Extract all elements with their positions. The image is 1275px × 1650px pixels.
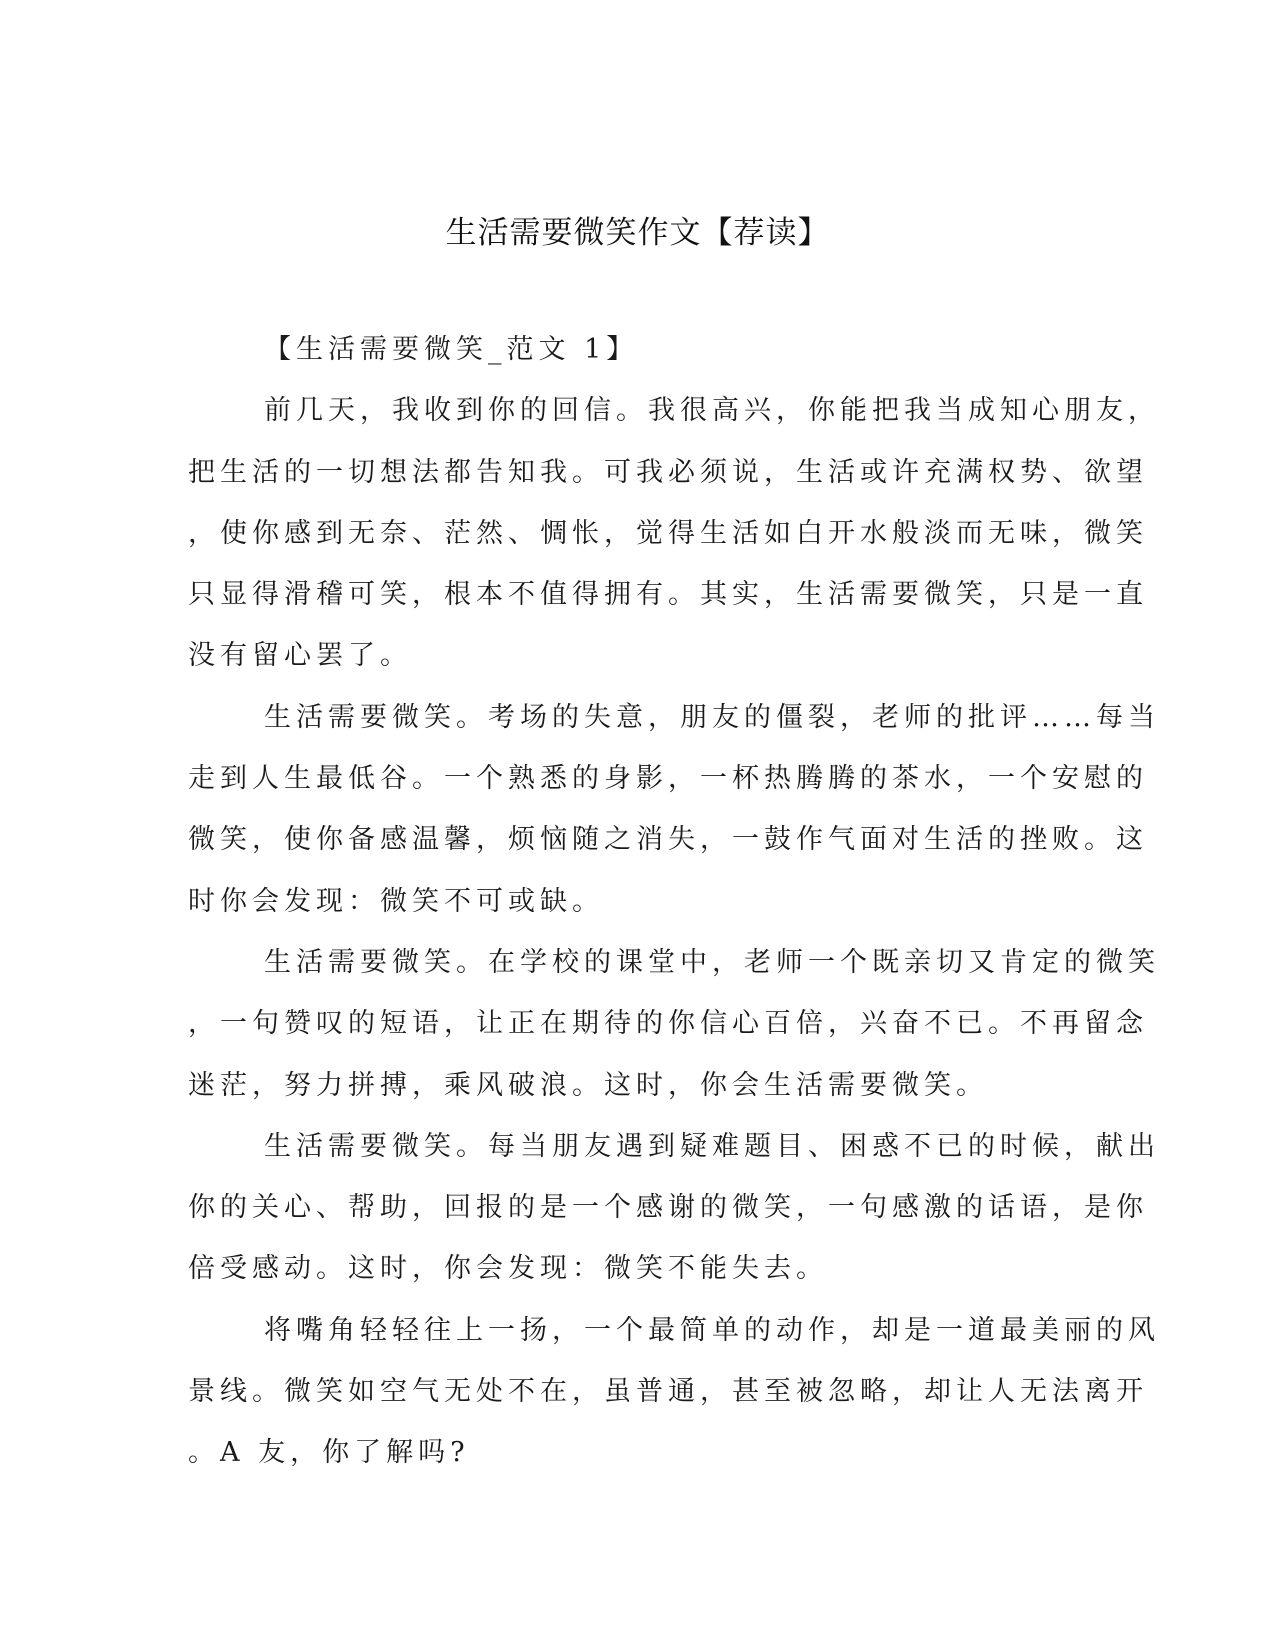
- section-heading: 【生活需要微笑_范文 1】: [264, 334, 639, 365]
- document-body: [188, 330, 1160, 1495]
- text-line: 生活需要微笑。每当朋友遇到疑难题目、困惑不已的时候，献出: [264, 1130, 1160, 1162]
- text-line: 将嘴角轻轻往上一扬，一个最简单的动作，却是一道最美丽的风: [264, 1314, 1160, 1346]
- text-line: 景线。微笑如空气无处不在，虽普通，甚至被忽略，却让人无法离开: [188, 1376, 1148, 1408]
- text-line: ，一句赞叹的短语，让正在期待的你信心百倍，兴奋不已。不再留念: [188, 1008, 1148, 1040]
- text-line: 。A 友，你了解吗?: [188, 1437, 470, 1469]
- text-line: 迷茫，努力拼搏，乘风破浪。这时，你会生活需要微笑。: [188, 1069, 988, 1101]
- text-line: 生活需要微笑。考场的失意，朋友的僵裂，老师的批评……每当: [264, 701, 1160, 733]
- text-line: 微笑，使你备感温馨，烦恼随之消失，一鼓作气面对生活的挫败。这: [188, 824, 1148, 856]
- text-line: 只显得滑稽可笑，根本不值得拥有。其实，生活需要微笑，只是一直: [188, 579, 1148, 611]
- text-line: 时你会发现：微笑不可或缺。: [188, 885, 604, 917]
- text-line: 倍受感动。这时，你会发现：微笑不能失去。: [188, 1253, 828, 1285]
- document-title: 生活需要微笑作文【荐读】: [445, 215, 830, 251]
- text-line: 前几天，我收到你的回信。我很高兴，你能把我当成知心朋友，: [264, 395, 1160, 427]
- text-line: 生活需要微笑。在学校的课堂中，老师一个既亲切又肯定的微笑: [264, 946, 1160, 978]
- text-line: 没有留心罢了。: [188, 640, 412, 672]
- text-line: 把生活的一切想法都告知我。可我必须说，生活或许充满权势、欲望: [188, 456, 1148, 488]
- text-line: 走到人生最低谷。一个熟悉的身影，一杯热腾腾的茶水，一个安慰的: [188, 763, 1148, 795]
- text-line: ，使你感到无奈、茫然、惆怅，觉得生活如白开水般淡而无味，微笑: [188, 517, 1148, 549]
- text-line: 你的关心、帮助，回报的是一个感谢的微笑，一句感激的话语，是你: [188, 1192, 1148, 1224]
